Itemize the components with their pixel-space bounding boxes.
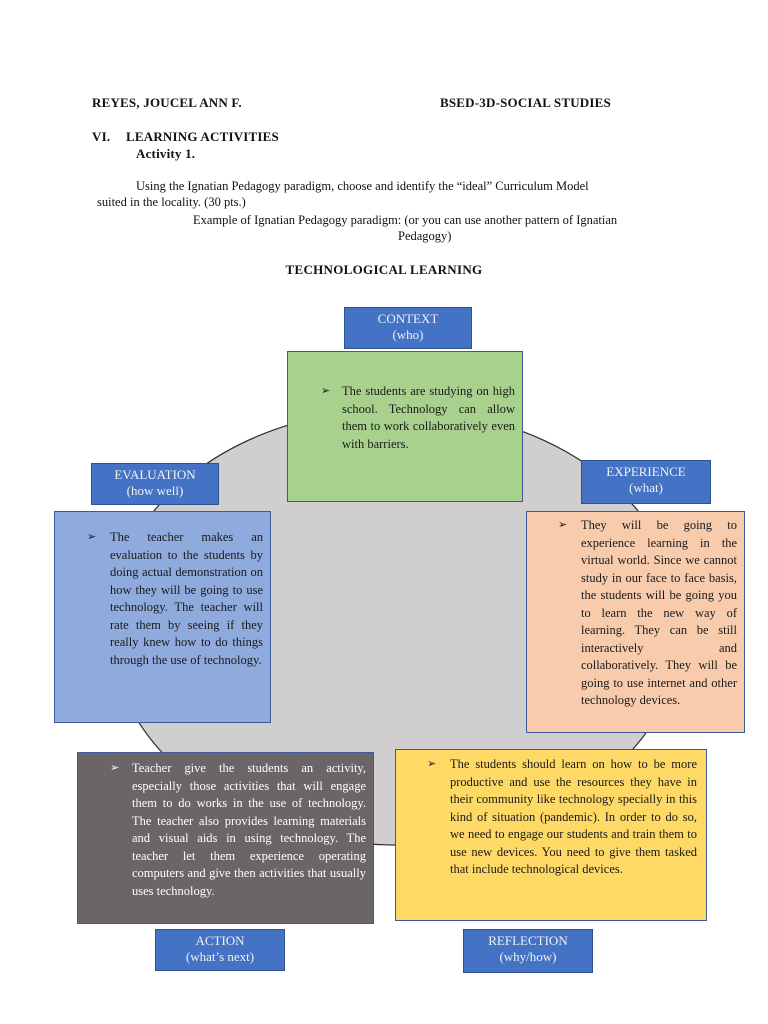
reflection-text: The students should learn on how to be more productive and use the resources they have in their community like technology specially in this kind of situation (pandemic). In order to do so, we need to engage our students and train them to use new devices. You need to give them tasked that include technological devices. — [450, 757, 697, 876]
activity-label: Activity 1. — [136, 146, 196, 161]
bullet-arrow-icon: ➢ — [427, 758, 437, 770]
experience-label — [581, 460, 711, 504]
bullet-arrow-icon: ➢ — [110, 762, 120, 774]
instruction-line-1: Using the Ignatian Pedagogy paradigm, choose and identify the “ideal” Curriculum Model — [136, 179, 589, 193]
instruction-line-4: Pedagogy) — [398, 229, 452, 243]
experience-box — [526, 511, 745, 733]
reflection-box — [395, 749, 707, 921]
bullet-arrow-icon: ➢ — [87, 531, 97, 543]
action-label-sub: (what’s next) — [185, 949, 255, 964]
diagram-title: TECHNOLOGICAL LEARNING — [285, 262, 483, 277]
context-box — [287, 351, 523, 502]
action-box — [77, 752, 374, 924]
context-text: The students are studying on high school. Technology can allow them to work collaboratively even with barriers. — [342, 384, 515, 451]
experience-label-sub: (what) — [629, 480, 663, 495]
instruction-line-3: Example of Ignatian Pedagogy paradigm: (or you can use another pattern of Ignatian — [193, 213, 618, 227]
section-title: LEARNING ACTIVITIES — [126, 129, 279, 144]
action-label-title: ACTION — [195, 933, 245, 948]
bullet-arrow-icon: ➢ — [321, 385, 331, 397]
student-name: REYES, JOUCEL ANN F. — [92, 95, 242, 110]
experience-text: They will be going to experience learning in the virtual world. Since we cannot study in our face to face basis, the students will be going you to learn the new way of learning. They can be still interactively and collaboratively. They will be going to use internet and other technology devices. — [581, 518, 737, 707]
evaluation-box — [54, 511, 271, 723]
context-label-sub: (who) — [392, 327, 424, 342]
section-number: VI. — [92, 129, 111, 144]
evaluation-label-title: EVALUATION — [114, 467, 196, 482]
course-code: BSED-3D-SOCIAL STUDIES — [440, 95, 611, 110]
evaluation-text: The teacher makes an evaluation to the students by doing actual demonstration on how they will be going to use technology. The teacher will rate them by seeing if they really knew how to do things through the use of technology. — [110, 530, 263, 667]
experience-label-title: EXPERIENCE — [606, 464, 686, 479]
instruction-line-2: suited in the locality. (30 pts.) — [97, 195, 246, 209]
reflection-label — [463, 929, 593, 973]
evaluation-label-sub: (how well) — [126, 483, 184, 498]
context-label — [344, 307, 472, 349]
action-label — [155, 929, 285, 971]
reflection-label-sub: (why/how) — [499, 949, 557, 964]
reflection-label-title: REFLECTION — [488, 933, 568, 948]
evaluation-label — [91, 463, 219, 505]
bullet-arrow-icon: ➢ — [558, 519, 568, 531]
action-text: Teacher give the students an activity, especially those activities that will engage them to do works in the use of technology. The teacher also provides learning materials and visual aids in using technology. The teacher let them experience operating computers and give then activities that usually uses technology. — [132, 761, 366, 898]
context-label-title: CONTEXT — [377, 311, 439, 326]
